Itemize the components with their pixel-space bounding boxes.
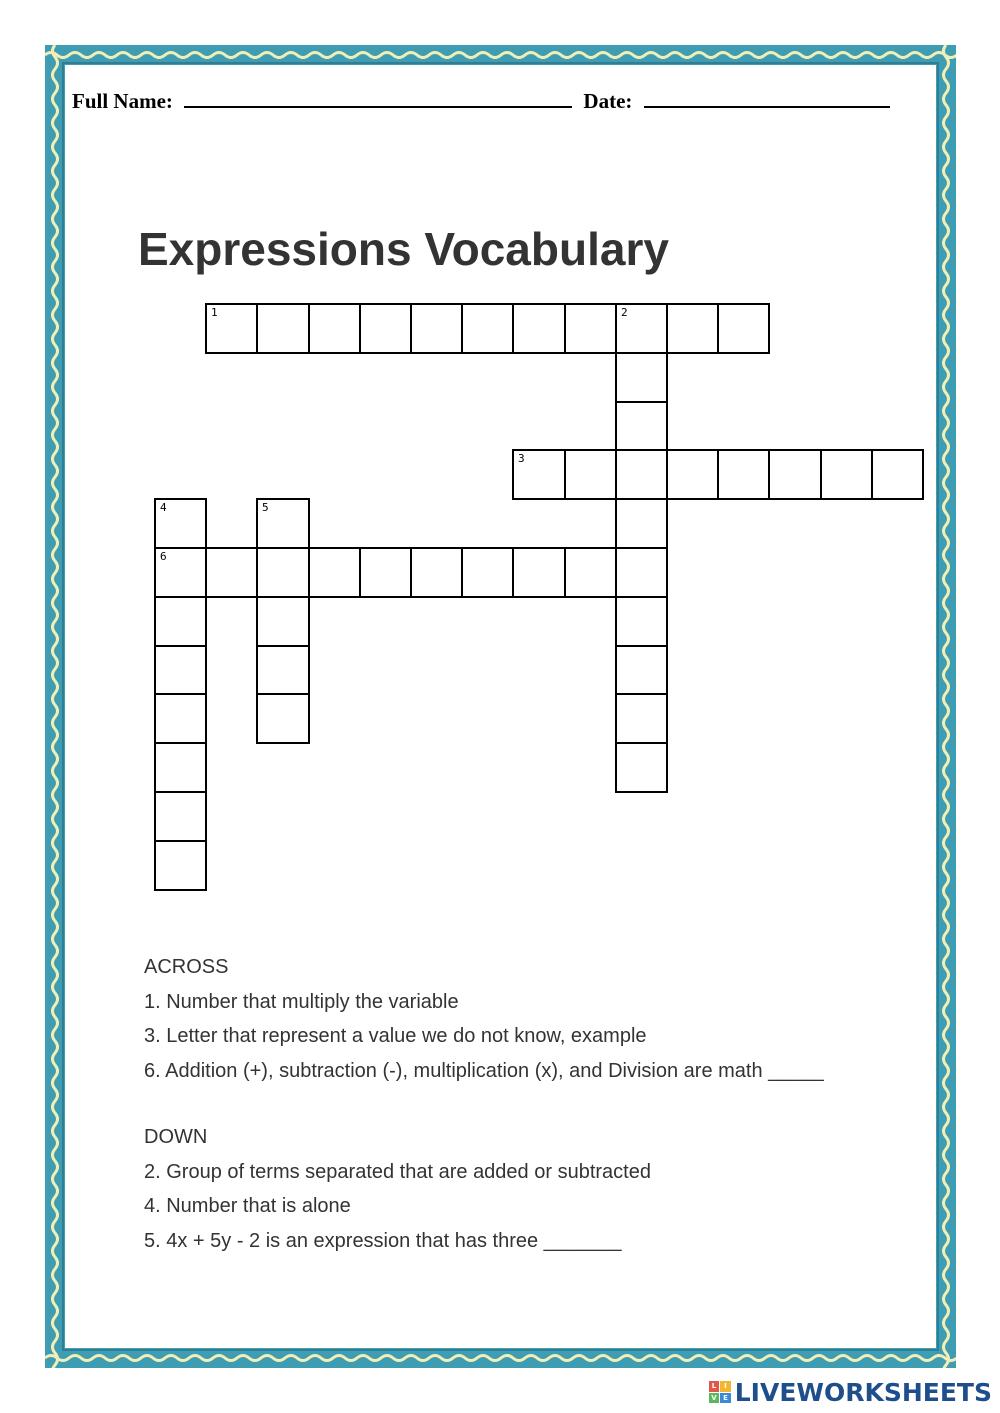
crossword-cell[interactable] <box>256 645 310 695</box>
crossword-cell[interactable] <box>564 547 617 598</box>
liveworksheets-logo <box>709 1377 992 1407</box>
clues-section <box>144 955 824 1263</box>
crossword-cell[interactable] <box>717 449 770 500</box>
crossword-cell[interactable] <box>154 791 207 842</box>
crossword-cell[interactable] <box>512 303 566 354</box>
down-clue-4: 4. Number that is alone <box>144 1195 351 1217</box>
crossword-cell[interactable] <box>154 498 207 549</box>
badge-letter: V <box>709 1393 720 1404</box>
crossword-cell[interactable] <box>820 449 873 500</box>
across-clue-6: 6. Addition (+), subtraction (-), multiplication (x), and Division are math _____ <box>144 1059 824 1082</box>
clue-number: 3 <box>518 452 525 465</box>
crossword-cell[interactable] <box>359 547 412 598</box>
crossword-cell[interactable] <box>308 547 361 598</box>
down-clue-5: 5. 4x + 5y - 2 is an expression that has three _______ <box>144 1229 622 1252</box>
crossword-cell[interactable] <box>615 401 668 451</box>
crossword-cell[interactable] <box>256 547 310 598</box>
crossword-cell[interactable] <box>615 645 668 695</box>
crossword-cell[interactable] <box>871 449 924 500</box>
crossword-cell[interactable] <box>615 352 668 403</box>
crossword-cell[interactable] <box>615 693 668 744</box>
crossword-cell[interactable] <box>615 498 668 549</box>
down-heading: DOWN <box>144 1126 208 1148</box>
clue-number: 1 <box>211 306 218 319</box>
across-clue-3: 3. Letter that represent a value we do not know, example <box>144 1025 647 1047</box>
across-heading: ACROSS <box>144 956 229 978</box>
header-fields <box>72 88 890 114</box>
crossword-cell[interactable] <box>615 303 668 354</box>
crossword-cell[interactable] <box>154 840 207 891</box>
date-blank[interactable] <box>644 88 890 108</box>
clue-number: 4 <box>160 501 167 514</box>
crossword-cell[interactable] <box>410 547 463 598</box>
crossword-cell[interactable] <box>564 303 617 354</box>
clue-number: 2 <box>621 306 628 319</box>
crossword-cell[interactable] <box>256 498 310 549</box>
crossword-cell[interactable] <box>256 303 310 354</box>
clue-number: 6 <box>160 550 167 563</box>
crossword-cell[interactable] <box>615 742 668 793</box>
crossword-cell[interactable] <box>154 547 207 598</box>
crossword-cell[interactable] <box>256 596 310 647</box>
crossword-cell[interactable] <box>154 693 207 744</box>
crossword-cell[interactable] <box>308 303 361 354</box>
crossword-cell[interactable] <box>615 596 668 647</box>
logo-text: LIVEWORKSHEETS <box>734 1377 992 1407</box>
crossword-cell[interactable] <box>461 547 514 598</box>
crossword-cell[interactable] <box>256 693 310 744</box>
crossword-cell[interactable] <box>615 449 668 500</box>
crossword-cell[interactable] <box>461 303 514 354</box>
date-label: Date: <box>583 89 633 113</box>
full-name-blank[interactable] <box>184 88 572 108</box>
badge-letter: I <box>720 1381 731 1392</box>
crossword-cell[interactable] <box>205 303 258 354</box>
crossword-cell[interactable] <box>717 303 770 354</box>
crossword-cell[interactable] <box>205 547 258 598</box>
crossword-cell[interactable] <box>410 303 463 354</box>
badge-letter: E <box>720 1393 731 1404</box>
crossword-cell[interactable] <box>768 449 822 500</box>
crossword-cell[interactable] <box>666 449 719 500</box>
down-clue-2: 2. Group of terms separated that are added or subtracted <box>144 1160 651 1183</box>
page-title: Expressions Vocabulary <box>138 223 669 275</box>
crossword-cell[interactable] <box>615 547 668 598</box>
crossword-cell[interactable] <box>666 303 719 354</box>
crossword-cell[interactable] <box>512 547 566 598</box>
badge-letter: L <box>709 1381 720 1392</box>
crossword-cell[interactable] <box>154 742 207 793</box>
crossword-cell[interactable] <box>359 303 412 354</box>
crossword-cell[interactable] <box>512 449 566 500</box>
logo-badge-icon <box>709 1381 731 1403</box>
crossword-cell[interactable] <box>154 596 207 647</box>
clue-number: 5 <box>262 501 269 514</box>
crossword-cell[interactable] <box>154 645 207 695</box>
across-clue-1: 1. Number that multiply the variable <box>144 990 459 1013</box>
crossword-cell[interactable] <box>564 449 617 500</box>
full-name-label: Full Name: <box>72 89 173 113</box>
